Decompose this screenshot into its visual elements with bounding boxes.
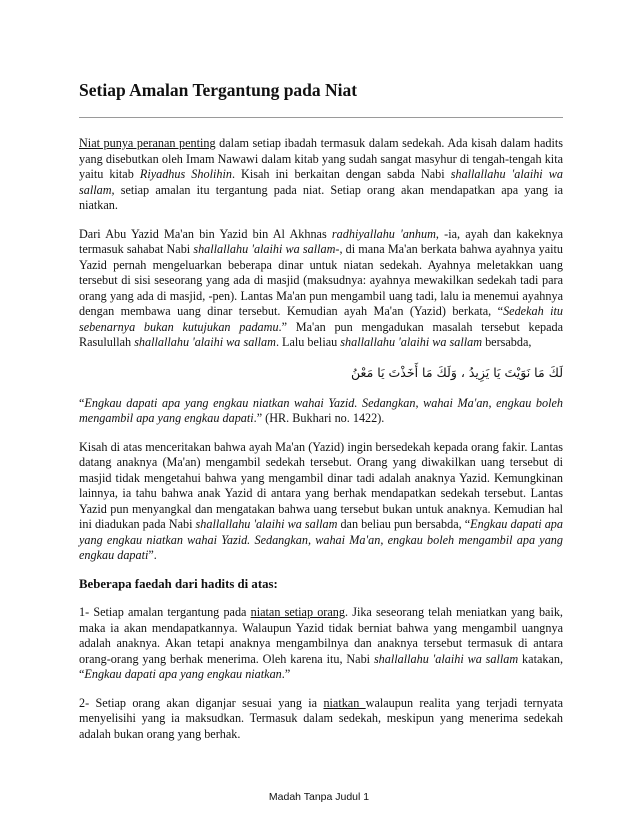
section-subheading: Beberapa faedah dari hadits di atas: [79,576,278,591]
underlined-phrase: niatkan [323,695,366,710]
italic-run: Engkau dapati apa yang engkau niatkan wahai Yazid. Sedangkan, wahai Ma'an, engkau boleh mengambil apa yang engkau dapati [79,517,563,562]
paragraph-translation [79,396,563,427]
article-body [79,136,563,755]
italic-run: shallallahu 'alaihi wa sallam, [79,167,563,197]
italic-run: shallallahu 'alaihi wa sallam [134,335,276,349]
paragraph-point-2 [79,696,563,743]
page-title: Setiap Amalan Tergantung pada Niat [79,80,358,100]
text-run: -, di mana Ma'an berkata bahwa ayahnya yaitu Yazid pernah mengeluarkan beberapa dinar untuk niatan sedekah. Ayahnya meletakkan uang tersebut di sisi seseorang yang ada di masjid (maksudnya: ayahnya mewakilkan sedekah tadi para orang yang ada di masjid, -pen). Lantas Ma'an pun mengambil uang tadi, lalu ia menemui ayahnya dengan membawa uang dinar tersebut. Kemudian ayah Ma'an (Yazid) berkata, “ [79,242,563,318]
paragraph-explanation [79,440,563,564]
paragraph-story [79,227,563,351]
text-run: .” Ma'an pun mengadukan masalah tersebut kepada Rasulullah [79,319,563,349]
page-footer: Madah Tanpa Judul 1 [268,791,370,803]
italic-run: shallallahu 'alaihi wa sallam [195,517,338,531]
italic-run: Sedekah itu sebenarnya bukan kutujukan padamu [79,304,563,334]
text-run: dan beliau pun bersabda, “ [337,517,471,531]
underlined-phrase: Niat punya peranan penting [79,136,216,150]
text-run: 2- Setiap orang akan diganjar sesuai yang ia [79,695,324,710]
italic-run: radhiyallahu 'anhum [331,226,436,241]
arabic-hadith-text: لَكَ مَا نَوَيْتَ يَا يَزِيدُ ، وَلَكَ مَا أَخَذْتَ يَا مَعْنُ [351,364,563,380]
text-run: . Kisah ini berkaitan dengan sabda Nabi [231,167,451,181]
text-run: katakan, “ [79,651,564,681]
paragraph-point-1 [79,605,563,683]
text-run: 1- Setiap amalan tergantung pada [79,605,251,619]
underlined-phrase: niatan setiap orang [250,605,345,619]
text-run: “ [79,395,85,410]
italic-run: Engkau dapati apa yang engkau niatkan wahai Yazid. Sedangkan, wahai Ma'an, engkau boleh mengambil apa yang engkau dapati [79,395,563,425]
text-run: .” (HR. Bukhari no. 1422). [253,411,385,425]
italic-run: Riyadhus Sholihin [139,167,232,181]
text-run: , -ia, ayah dan kakeknya termasuk sahabat Nabi [79,226,563,256]
text-run: bersabda, [482,335,532,349]
text-run: . Lalu beliau [275,335,341,349]
title-divider [79,117,563,118]
text-run: Kisah di atas menceritakan bahwa ayah Ma'an (Yazid) ingin bersedekah kepada orang fakir. Lantas datang anaknya (Ma'an) mengambil sedekah tersebut. Orang yang diwakilkan uang tersebut di masjid tidak mengetahui bahwa yang mengambil dinar tadi adalah anaknya Yazid. Kemungkinan lainnya, ia tahu bahwa anak Yazid di antara yang berhak mendapatkan sedekah tersebut. Lantas Yazid pun menyangkal dan mengatakan bahwa uang tersebut bukan untuk anaknya. Kemudian hal ini diadukan pada Nabi [79,439,563,531]
text-run: setiap amalan itu tergantung pada niat. Setiap orang akan mendapatkan apa yang ia niatkan. [79,182,563,212]
text-run: dalam setiap ibadah termasuk dalam sedekah. Ada kisah dalam hadits yang disebutkan oleh Imam Nawawi dalam kitab yang sudah sangat masyhur di tengah-tengah kita yaitu kitab [79,136,563,181]
text-run: walaupun realita yang terjadi ternyata menyelisihi yang ia maksudkan. Termasuk dalam sedekah, meskipun yang menerima sedekah adalah bukan orang yang berhak. [79,695,563,741]
text-run: Dari Abu Yazid Ma'an bin Yazid bin Al Akhnas [79,226,332,241]
text-run: . Jika seseorang telah meniatkan yang baik, maka ia akan mendapatkannya. Walaupun Yazid tidak berniat bahwa yang mengambil uangnya adalah anaknya. Akan tetapi anaknya mengambilnya dan anaknya tersebut termasuk di antara orang-orang yang berhak menerima. Oleh karena itu, Nabi [79,605,563,666]
text-run: .” [281,667,291,681]
italic-run: shallallahu 'alaihi wa sallam [340,335,483,349]
paragraph-intro [79,136,563,214]
italic-run: shallallahu 'alaihi wa sallam [373,651,519,666]
italic-run: Engkau dapati apa yang engkau niatkan [84,667,282,681]
italic-run: shallallahu 'alaihi wa sallam [193,242,336,256]
text-run: ”. [148,548,157,562]
